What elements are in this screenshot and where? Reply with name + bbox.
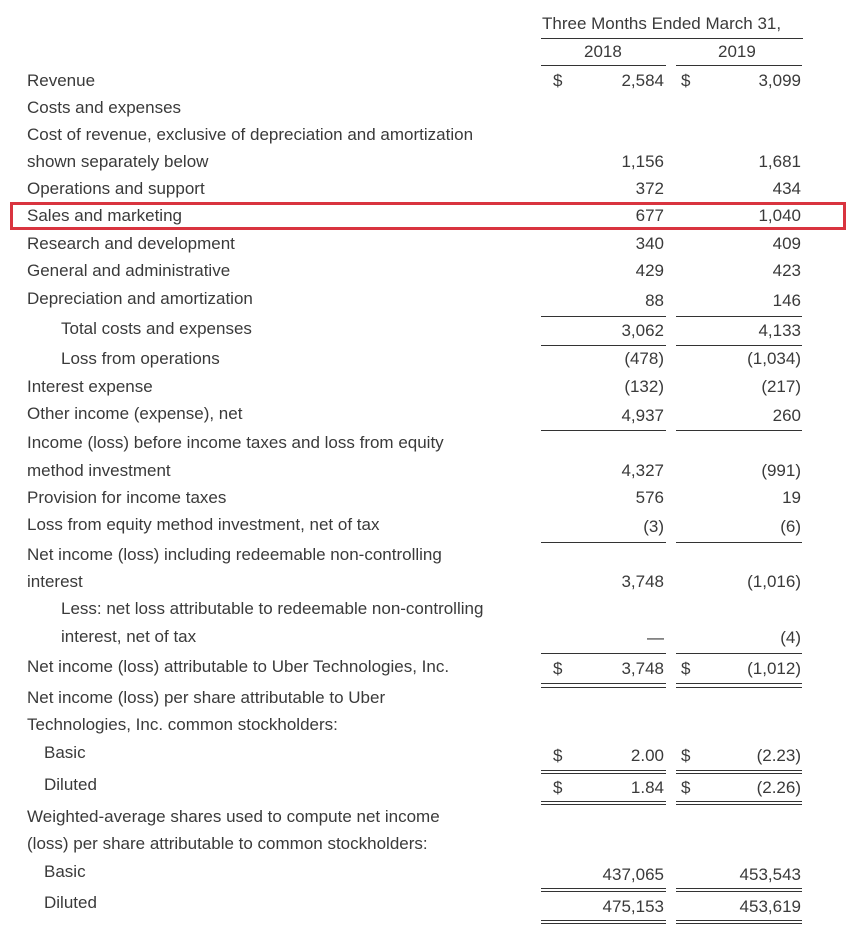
net-incl-nci-label-1: Net income (loss) including redeemable non-controlling [27,545,442,564]
operations-label: Operations and support [27,179,205,198]
currency-symbol: $ [553,746,563,765]
total-costs-label: Total costs and expenses [61,319,252,338]
eps-basic-label: Basic [44,743,86,762]
general-2018: 429 [635,261,664,280]
revenue-2019: 3,099 [758,71,801,90]
total-costs-2019: 4,133 [758,321,801,340]
subtotal-rule [541,653,666,654]
total-double-rule [541,687,666,688]
loss-equity-2018: (3) [643,517,664,536]
year-2019-header: 2019 [718,42,756,61]
year-2019-rule [676,65,802,66]
loss-equity-2019: (6) [780,517,801,536]
shares-header-label-1: Weighted-average shares used to compute net income [27,807,440,826]
total-double-rule [676,804,802,805]
income-before-tax-label-2: method investment [27,461,171,480]
net-uber-2018: 3,748 [621,659,664,678]
depreciation-2018: 88 [645,291,664,310]
subtotal-rule [676,430,802,431]
loss-ops-2019: (1,034) [747,349,801,368]
total-double-rule [676,683,802,684]
sales-label: Sales and marketing [27,206,182,225]
depreciation-label: Depreciation and amortization [27,289,253,308]
eps-basic-2019: (2.23) [756,746,801,765]
shares-basic-2018: 437,065 [602,865,664,884]
other-income-2019: 260 [772,406,801,425]
shares-diluted-2019: 453,619 [739,897,801,916]
year-2018-header: 2018 [584,42,622,61]
provision-2019: 19 [782,488,801,507]
period-header: Three Months Ended March 31, [542,14,782,33]
net-incl-nci-2019: (1,016) [747,572,801,591]
total-double-rule [676,891,802,892]
interest-2019: (217) [761,377,801,396]
other-income-2018: 4,937 [621,406,664,425]
cost-of-revenue-label-2: shown separately below [27,152,209,171]
total-double-rule [676,770,802,771]
cost-of-revenue-2019: 1,681 [758,152,801,171]
total-double-rule [676,687,802,688]
eps-header-label-1: Net income (loss) per share attributable to Uber [27,688,386,707]
interest-label: Interest expense [27,377,153,396]
currency-symbol: $ [681,778,691,797]
subtotal-rule [676,345,802,346]
cost-of-revenue-label-1: Cost of revenue, exclusive of depreciation and amortization [27,125,474,144]
header-rule [541,38,803,39]
income-before-tax-label-1: Income (loss) before income taxes and loss from equity [27,433,444,452]
revenue-2018: 2,584 [621,71,664,90]
total-costs-2018: 3,062 [621,321,664,340]
income-before-tax-2018: 4,327 [621,461,664,480]
research-2019: 409 [772,234,801,253]
shares-diluted-label: Diluted [44,893,97,912]
shares-header-label-2: (loss) per share attributable to common stockholders: [27,834,428,853]
currency-symbol: $ [681,746,691,765]
less-nci-2019: (4) [780,628,801,647]
sales-2018: 677 [635,206,664,225]
total-double-rule [541,801,666,802]
less-nci-2018: — [647,628,664,647]
total-double-rule [541,804,666,805]
loss-ops-label: Loss from operations [61,349,220,368]
currency-symbol: $ [553,71,563,90]
subtotal-rule [676,653,802,654]
loss-ops-2018: (478) [624,349,664,368]
general-label: General and administrative [27,261,231,280]
eps-diluted-2019: (2.26) [756,778,801,797]
subtotal-rule [541,345,666,346]
subtotal-rule [676,542,802,543]
eps-basic-2018: 2.00 [630,746,664,765]
year-2018-rule [541,65,666,66]
eps-header-label-2: Technologies, Inc. common stockholders: [27,715,338,734]
currency-symbol: $ [681,659,691,678]
total-double-rule [541,773,666,774]
total-double-rule [541,920,666,921]
other-income-label: Other income (expense), net [27,404,243,423]
less-nci-label-2: interest, net of tax [61,627,197,646]
total-double-rule [676,888,802,889]
total-double-rule [676,773,802,774]
eps-diluted-2018: 1.84 [630,778,664,797]
provision-label: Provision for income taxes [27,488,227,507]
loss-equity-label: Loss from equity method investment, net of tax [27,515,380,534]
operations-2019: 434 [772,179,801,198]
total-double-rule [676,801,802,802]
interest-2018: (132) [624,377,664,396]
net-uber-2019: (1,012) [747,659,801,678]
research-label: Research and development [27,234,235,253]
provision-2018: 576 [635,488,664,507]
subtotal-rule [676,316,802,317]
income-before-tax-2019: (991) [761,461,801,480]
shares-diluted-2018: 475,153 [602,897,664,916]
research-2018: 340 [635,234,664,253]
total-double-rule [541,683,666,684]
sales-2019: 1,040 [758,206,801,225]
eps-diluted-label: Diluted [44,775,97,794]
costs-header-label: Costs and expenses [27,98,182,117]
shares-basic-2019: 453,543 [739,865,801,884]
subtotal-rule [541,316,666,317]
total-double-rule [541,770,666,771]
net-incl-nci-2018: 3,748 [621,572,664,591]
less-nci-label-1: Less: net loss attributable to redeemable non-controlling [61,599,484,618]
total-double-rule [676,920,802,921]
total-double-rule [541,888,666,889]
currency-symbol: $ [553,778,563,797]
subtotal-rule [541,542,666,543]
depreciation-2019: 146 [772,291,801,310]
operations-2018: 372 [635,179,664,198]
currency-symbol: $ [553,659,563,678]
general-2019: 423 [772,261,801,280]
net-uber-label: Net income (loss) attributable to Uber Technologies, Inc. [27,657,450,676]
net-incl-nci-label-2: interest [27,572,83,591]
total-double-rule [541,891,666,892]
revenue-label: Revenue [27,71,96,90]
currency-symbol: $ [681,71,691,90]
total-double-rule [676,923,802,924]
total-double-rule [541,923,666,924]
subtotal-rule [541,430,666,431]
shares-basic-label: Basic [44,862,86,881]
cost-of-revenue-2018: 1,156 [621,152,664,171]
